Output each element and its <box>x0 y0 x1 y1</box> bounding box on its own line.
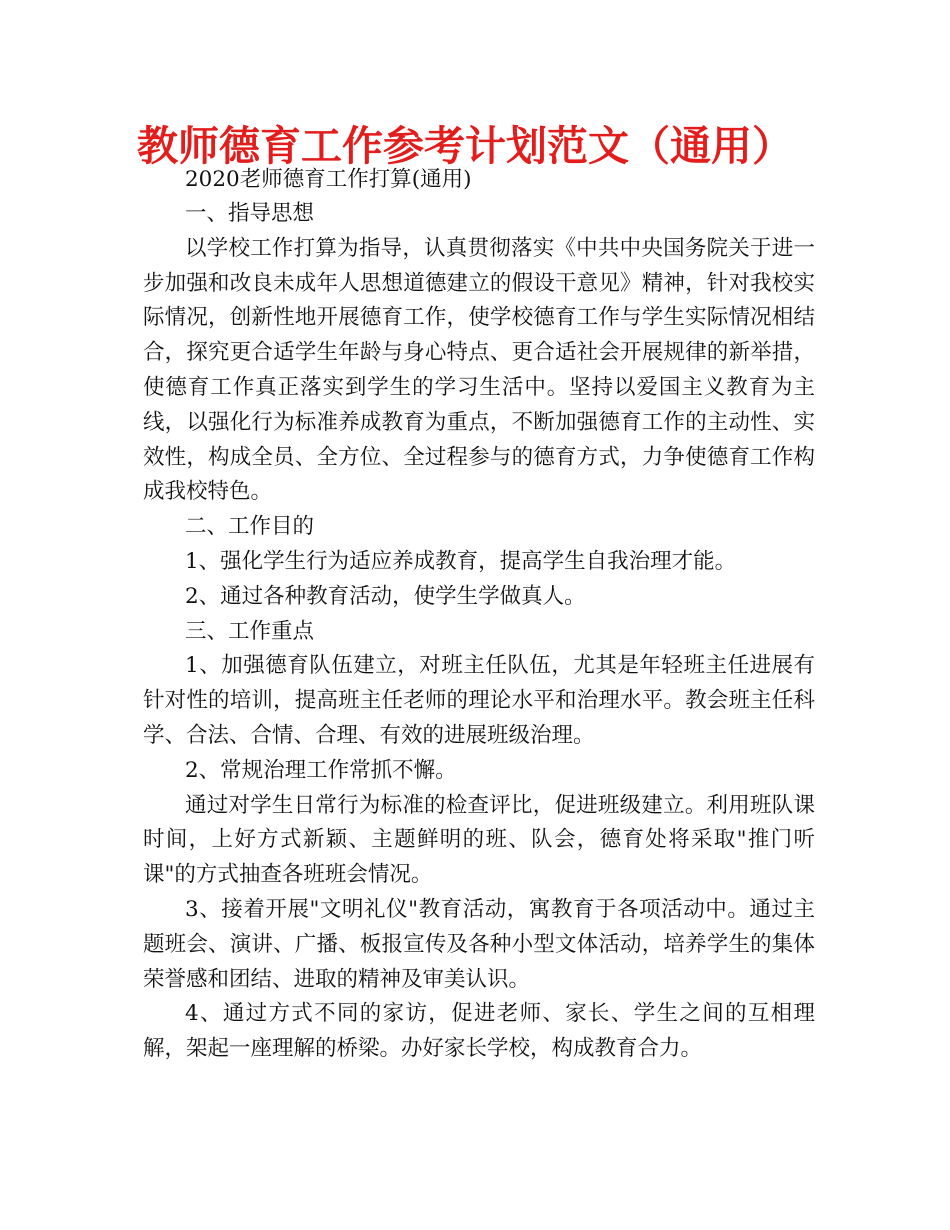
goal-item-1: 1、强化学生行为适应养成教育，提高学生自我治理才能。 <box>185 548 737 574</box>
document-body <box>143 163 815 1067</box>
goal-item-2: 2、通过各种教育活动，使学生学做真人。 <box>185 583 586 609</box>
section-heading-guiding-thought: 一、指导思想 <box>185 201 315 226</box>
focus-item-4: 4、通过方式不同的家访，促进老师、家长、学生之间的互相理解，架起一座理解的桥梁。办好家长学校，构成教育合力。 <box>143 1001 815 1062</box>
focus-item-3: 3、接着开展"文明礼仪"教育活动，寓教育于各项活动中。通过主题班会、演讲、广播、板报宣传及各种小型文体活动，培养学生的集体荣誉感和团结、进取的精神及审美认识。 <box>143 896 815 992</box>
paragraph-guiding-thought: 以学校工作打算为指导，认真贯彻落实《中共中央国务院关于进一步加强和改良未成年人思想道德建立的假设干意见》精神，针对我校实际情况，创新性地开展德育工作，使学校德育工作与学生实际情况相结合，探究更合适学生年龄与身心特点、更合适社会开展规律的新举措，使德育工作真正落实到学生的学习生活中。坚持以爱国主义教育为主线，以强化行为标准养成教育为重点，不断加强德育工作的主动性、实效性，构成全员、全方位、全过程参与的德育方式，力争使德育工作构成我校特色。 <box>143 235 815 505</box>
focus-item-1: 1、加强德育队伍建立，对班主任队伍，尤其是年轻班主任进展有针对性的培训，提高班主任老师的理论水平和治理水平。教会班主任科学、合法、合情、合理、有效的进展班级治理。 <box>143 653 815 748</box>
document-title: 教师德育工作参考计划范文（通用） <box>137 122 793 170</box>
section-heading-work-focus: 三、工作重点 <box>185 618 315 644</box>
focus-item-2: 2、常规治理工作常抓不懈。 <box>185 757 457 783</box>
document-subtitle: 2020老师德育工作打算(通用) <box>185 167 472 192</box>
section-heading-work-goals: 二、工作目的 <box>185 514 315 540</box>
focus-item-2-detail: 通过对学生日常行为标准的检查评比，促进班级建立。利用班队课时间，上好方式新颖、主题鲜明的班、队会，德育处将采取"推门听课"的方式抽查各班班会情况。 <box>143 792 815 888</box>
